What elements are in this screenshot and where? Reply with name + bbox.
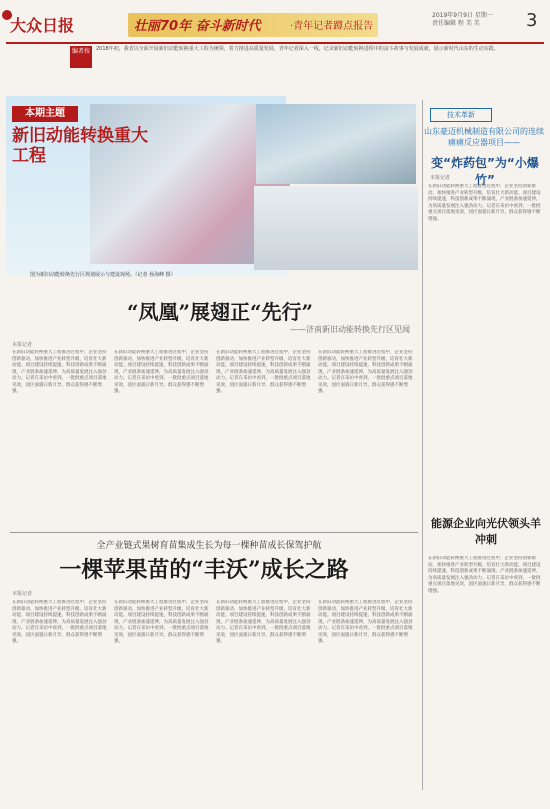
editor-line: 责任编辑 程 美 美: [432, 20, 480, 27]
section-tag: 本期主题: [12, 106, 78, 122]
energy-title: 能源企业向光伏领头羊冲刺: [431, 517, 541, 546]
main-body-col4: 在新旧动能转换重大工程推进过程中，企业坚持创新驱动，加快推进产业转型升级，培育壮大新动能。项目建设持续提速，科技创新成果不断涌现，产业链条加速延伸，为高质量发展注入强劲动力。记者在采访中看到，一批批重点项目落地见效，园区面貌日新月异，群众获得感不断增强。: [318, 350, 413, 394]
tech-body: 在新旧动能转换重大工程推进过程中，企业坚持创新驱动，加快推进产业转型升级，培育壮大新动能。项目建设持续提速，科技创新成果不断涌现，产业链条加速延伸，为高质量发展注入强劲动力。记者在采访中看到，一批批重点项目落地见效，园区面貌日新月异，群众获得感不断增强。: [428, 184, 541, 222]
column-divider: [422, 100, 423, 790]
section-rule: [10, 532, 418, 533]
apple-body-col1: 在新旧动能转换重大工程推进过程中，企业坚持创新驱动，加快推进产业转型升级，培育壮大新动能。项目建设持续提速，科技创新成果不断涌现，产业链条加速延伸，为高质量发展注入强劲动力。记者在采访中看到，一批批重点项目落地见效，园区面貌日新月异，群众获得感不断增强。: [12, 600, 107, 644]
tech-byline: 本报记者: [430, 175, 451, 181]
banner-subtitle: ·青年记者蹲点报告: [290, 21, 374, 32]
feature-title: 新旧动能转换重大工程: [12, 126, 148, 166]
campus-photo: [256, 104, 416, 184]
banner-title: 壮丽70年 奋斗新时代: [134, 19, 261, 34]
tech-title: 变“炸药包”为“小爆竹”: [431, 156, 539, 187]
main-byline: 本报记者: [12, 342, 33, 348]
apple-body-col2: 在新旧动能转换重大工程推进过程中，企业坚持创新驱动，加快推进产业转型升级，培育壮大新动能。项目建设持续提速，科技创新成果不断涌现，产业链条加速延伸，为高质量发展注入强劲动力。记者在采访中看到，一批批重点项目落地见效，园区面貌日新月异，群众获得感不断增强。: [114, 600, 209, 644]
energy-body: 在新旧动能转换重大工程推进过程中，企业坚持创新驱动，加快推进产业转型升级，培育壮大新动能。项目建设持续提速，科技创新成果不断涌现，产业链条加速延伸，为高质量发展注入强劲动力。记者在采访中看到，一批批重点项目落地见效，园区面貌日新月异，群众获得感不断增强。: [428, 556, 541, 594]
main-body-col3: 在新旧动能转换重大工程推进过程中，企业坚持创新驱动，加快推进产业转型升级，培育壮大新动能。项目建设持续提速，科技创新成果不断涌现，产业链条加速延伸，为高质量发展注入强劲动力。记者在采访中看到，一批批重点项目落地见效，园区面貌日新月异，群众获得感不断增强。: [216, 350, 311, 394]
photo-caption: 图为新旧动能转换先行区规划展示与建设现场。（记者 孙海峰 摄）: [30, 272, 176, 278]
apple-byline: 本报记者: [12, 591, 33, 597]
main-subhead: ——济南新旧动能转换先行区见闻: [290, 325, 410, 334]
intro-text: 2018年初，我省以全面开展新旧动能转换重大工程为统领，着力推进高质量发展。青年记者深入一线，记录新旧动能转换进程中的奋斗故事与发展成就，展示新时代山东的生动实践。: [96, 46, 499, 52]
apple-body-col4: 在新旧动能转换重大工程推进过程中，企业坚持创新驱动，加快推进产业转型升级，培育壮大新动能。项目建设持续提速，科技创新成果不断涌现，产业链条加速延伸，为高质量发展注入强劲动力。记者在采访中看到，一批批重点项目落地见效，园区面貌日新月异，群众获得感不断增强。: [318, 600, 413, 644]
apple-headline: 一棵苹果苗的“丰沃”成长之路: [59, 557, 349, 583]
issue-date: 2019年9月9日 星期一: [432, 12, 493, 19]
tech-tag: 技术革新: [430, 108, 492, 122]
main-headline: “凤凰”展翅正“先行”: [126, 300, 313, 324]
page-number: 3: [526, 10, 538, 31]
intro-tag: 编者按: [70, 46, 92, 68]
newspaper-logo: 大众日报: [10, 16, 75, 35]
tech-subtitle: 山东豪迈机械制造有限公司的连续痛痛反应器项目——: [424, 127, 544, 147]
apple-body-col3: 在新旧动能转换重大工程推进过程中，企业坚持创新驱动，加快推进产业转型升级，培育壮大新动能。项目建设持续提速，科技创新成果不断涌现，产业链条加速延伸，为高质量发展注入强劲动力。记者在采访中看到，一批批重点项目落地见效，园区面貌日新月异，群众获得感不断增强。: [216, 600, 311, 644]
apple-kicker: 全产业链式果树育苗集成生长为每一棵种苗成长保驾护航: [96, 541, 322, 551]
main-body-col2: 在新旧动能转换重大工程推进过程中，企业坚持创新驱动，加快推进产业转型升级，培育壮大新动能。项目建设持续提速，科技创新成果不断涌现，产业链条加速延伸，为高质量发展注入强劲动力。记者在采访中看到，一批批重点项目落地见效，园区面貌日新月异，群众获得感不断增强。: [114, 350, 209, 394]
header-meta: [432, 12, 493, 28]
factory-photo: [254, 186, 418, 270]
main-body-col1: 在新旧动能转换重大工程推进过程中，企业坚持创新驱动，加快推进产业转型升级，培育壮大新动能。项目建设持续提速，科技创新成果不断涌现，产业链条加速延伸，为高质量发展注入强劲动力。记者在采访中看到，一批批重点项目落地见效，园区面貌日新月异，群众获得感不断增强。: [12, 350, 107, 394]
